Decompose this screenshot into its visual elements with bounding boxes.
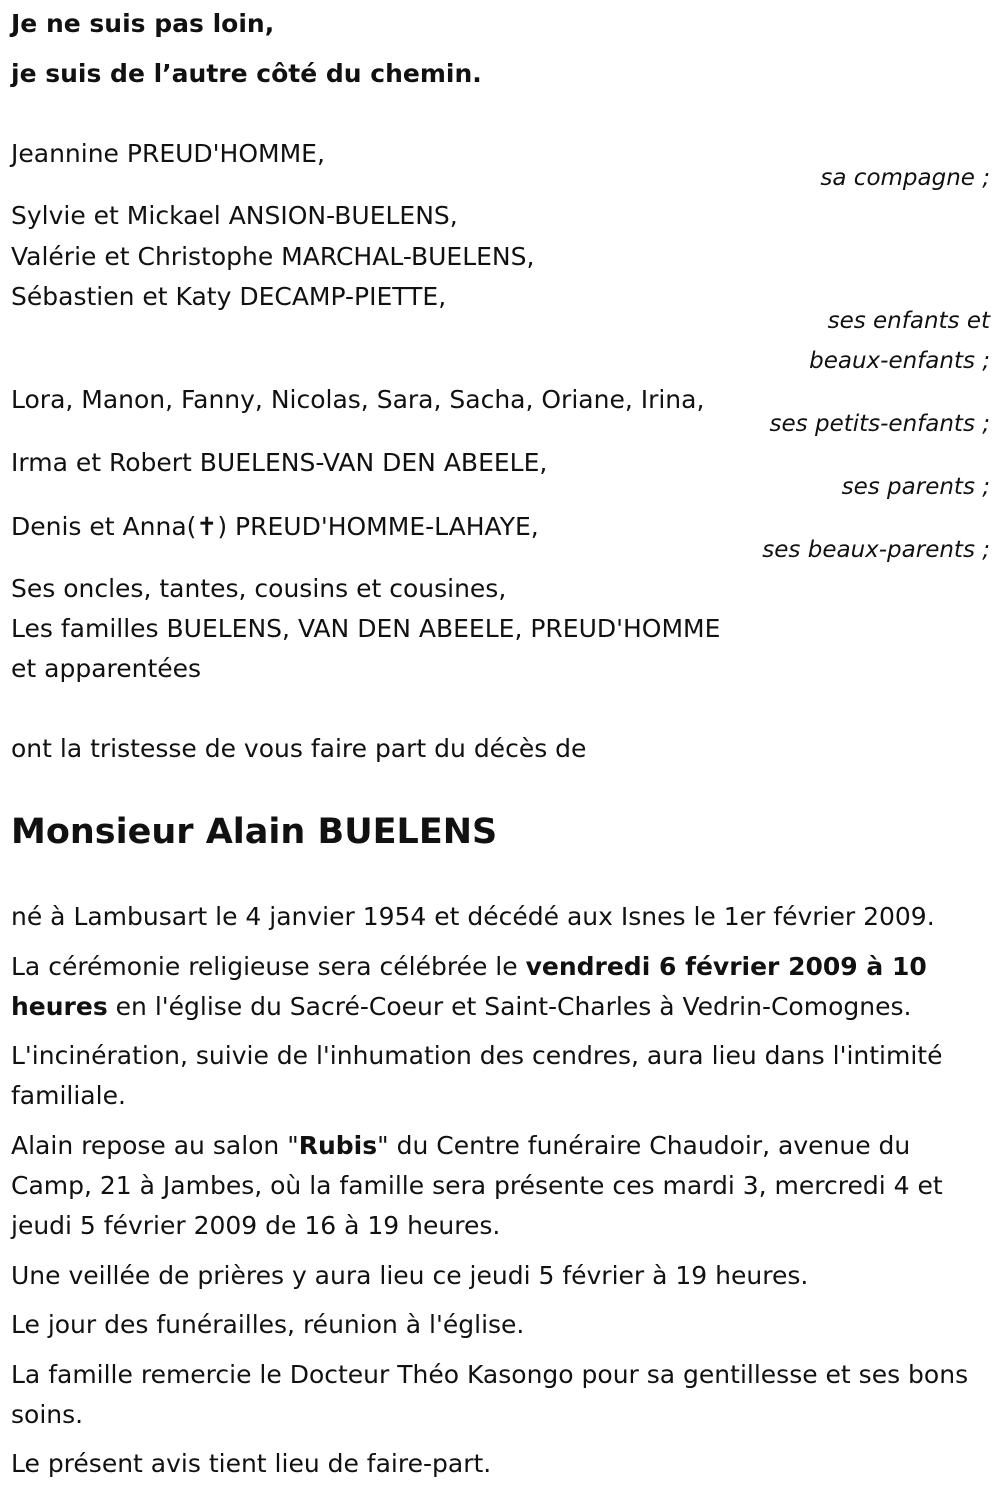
parents-in-law-names: Denis et Anna(✝) PREUD'HOMME-LAHAYE, <box>11 512 539 541</box>
ceremony-paragraph <box>11 947 996 1027</box>
birth-death-text: né à Lambusart le 4 janvier 1954 et décédé aux Isnes le 1er février 2009. <box>11 902 935 931</box>
funeral-day-text: Le jour des funérailles, réunion à l'église. <box>11 1310 525 1339</box>
salon-paragraph <box>11 1126 996 1246</box>
ceremony-date: vendredi 6 février 2009 à 10 heures <box>11 952 927 1021</box>
deceased-name: Monsieur Alain BUELENS <box>11 812 498 852</box>
parents-in-law-role: ses beaux-parents ; <box>762 537 990 563</box>
ceremony-prefix: La cérémonie religieuse sera célébrée le <box>11 952 526 981</box>
grandchildren-names: Lora, Manon, Fanny, Nicolas, Sara, Sacha, Oriane, Irina, <box>11 385 705 414</box>
vigil-text: Une veillée de prières y aura lieu ce jeudi 5 février à 19 heures. <box>11 1261 809 1290</box>
epigraph-line-1: Je ne suis pas loin, <box>11 9 275 38</box>
other-family-line: Ses oncles, tantes, cousins et cousines, <box>11 574 507 603</box>
notice-text: Le présent avis tient lieu de faire-part. <box>11 1449 492 1478</box>
epigraph-line-2: je suis de l’autre côté du chemin. <box>11 59 482 88</box>
child-line: Sébastien et Katy DECAMP-PIETTE, <box>11 282 447 311</box>
announcement-text: ont la tristesse de vous faire part du décès de <box>11 734 587 763</box>
parents-role: ses parents ; <box>841 474 990 500</box>
salon-suffix: " du Centre funéraire Chaudoir, avenue du Camp, 21 à Jambes, où la famille sera présente ces mardi 3, mercredi 4 et jeudi 5 février 2009 de 16 à 19 heures. <box>11 1131 943 1240</box>
incineration-text: L'incinération, suivie de l'inhumation des cendres, aura lieu dans l'intimité familiale. <box>11 1041 943 1110</box>
child-line: Valérie et Christophe MARCHAL-BUELENS, <box>11 242 535 271</box>
salon-name: Rubis <box>298 1131 378 1160</box>
companion-role: sa compagne ; <box>820 165 990 191</box>
companion-name: Jeannine PREUD'HOMME, <box>11 139 325 168</box>
other-family-line: et apparentées <box>11 654 202 683</box>
other-family-line: Les familles BUELENS, VAN DEN ABEELE, PREUD'HOMME <box>11 614 721 643</box>
children-role-line-1: ses enfants et <box>827 308 990 334</box>
parents-names: Irma et Robert BUELENS-VAN DEN ABEELE, <box>11 448 548 477</box>
child-line: Sylvie et Mickael ANSION-BUELENS, <box>11 201 458 230</box>
salon-prefix: Alain repose au salon " <box>11 1131 299 1160</box>
ceremony-suffix: en l'église du Sacré-Coeur et Saint-Charles à Vedrin-Comognes. <box>107 992 912 1021</box>
grandchildren-role: ses petits-enfants ; <box>769 411 990 437</box>
thanks-text: La famille remercie le Docteur Théo Kasongo pour sa gentillesse et ses bons soins. <box>11 1360 969 1429</box>
children-role-line-2: beaux-enfants ; <box>809 348 990 374</box>
